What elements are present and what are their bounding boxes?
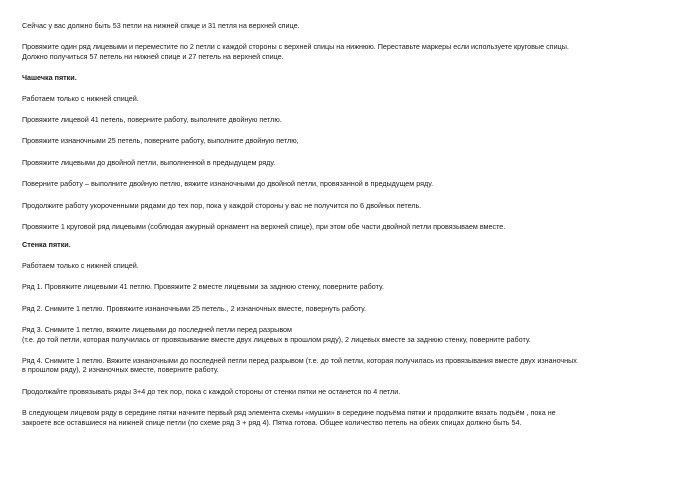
paragraph-step-4: Поверните работу – выполните двойную петлю, вяжите изнаночными до двойной петли, провязанной в предыдущем ряду. — [22, 179, 434, 189]
heading-heel-cup: Чашечка пятки. — [22, 73, 77, 83]
paragraph-row-3: Ряд 3. Снимите 1 петлю, вяжите лицевыми до последней петли перед разрывом (т.е. до той петли, которая получилась от провязывание вместе двух лицевых в прошлом ряду), 2 лицевых вместе за заднюю стенку, поверните работу. — [22, 325, 531, 344]
heading-heel-wall: Стенка пятки. — [22, 240, 71, 250]
paragraph-short-rows: Продолжите работу укороченными рядами до тех пор, пока у каждой стороны у вас не получится по 6 двойных петель. — [22, 200, 422, 210]
paragraph-row-4: Ряд 4. Снимите 1 петлю. Вяжите изнаночными до последней петли перед разрывом (т.е. до той петли, которая получилась из провязывания вместе двух изнаночных в прошлом ряду), 2 изнаночных вместе, поверните работу. — [22, 355, 577, 375]
paragraph-row-2: Ряд 2. Снимите 1 петлю. Провяжите изнаночными 25 петель., 2 изнаночных вместе, повернуть работу. — [22, 303, 367, 313]
paragraph-round-row: Провяжите 1 круговой ряд лицевыми (соблюдая ажурный орнамент на верхней спице), при этом обе части двойной петли провязываем вместе. — [22, 222, 506, 232]
document-page — [22, 14, 672, 427]
paragraph-knit-row: Провяжите один ряд лицевыми и переместите по 2 петли с каждой стороны с верхней спицы на нижнюю. Переставьте маркеры если используете круговые спицы. Должно получиться 57 петель ни нижней спице и 27 петель на верхней спице. — [22, 42, 569, 61]
paragraph-step-1: Провяжите лицевой 41 петель, поверните работу, выполните двойную петлю. — [22, 115, 282, 125]
paragraph-lower-needle: Работаем только с нижней спицей. — [22, 93, 139, 103]
paragraph-step-3: Провяжите лицевыми до двойной петли, выполненной в предыдущем ряду. — [22, 157, 276, 167]
paragraph-step-2: Провяжите изнаночными 25 петель, поверните работу, выполните двойную петлю, — [22, 136, 299, 146]
paragraph-stitch-count: Сейчас у вас должно быть 53 петли на нижней спице и 31 петля на верхней спице. — [22, 21, 300, 30]
paragraph-next-row: В следующем лицевом ряду в середине пятки начните первый ряд элемента схемы «мушки» в середине подъёма пятки и продолжите вязать подъём , пока не закроете все оставшиеся на нижней спице петли (по схеме ряд 3 + ряд 4). Пятка готова. Общее количество петель на обеих спицах должно быть 54. — [22, 408, 556, 427]
paragraph-repeat-rows: Продолжайте провязывать ряды 3+4 до тех пор, пока с каждой стороны от стенки пятки не останется по 4 петли. — [22, 386, 401, 396]
paragraph-row-1: Ряд 1. Провяжите лицевыми 41 петлю. Провяжите 2 вместе лицевыми за заднюю стенку, поверните работу. — [22, 282, 384, 292]
paragraph-lower-needle-2: Работаем только с нижней спицей. — [22, 260, 139, 270]
